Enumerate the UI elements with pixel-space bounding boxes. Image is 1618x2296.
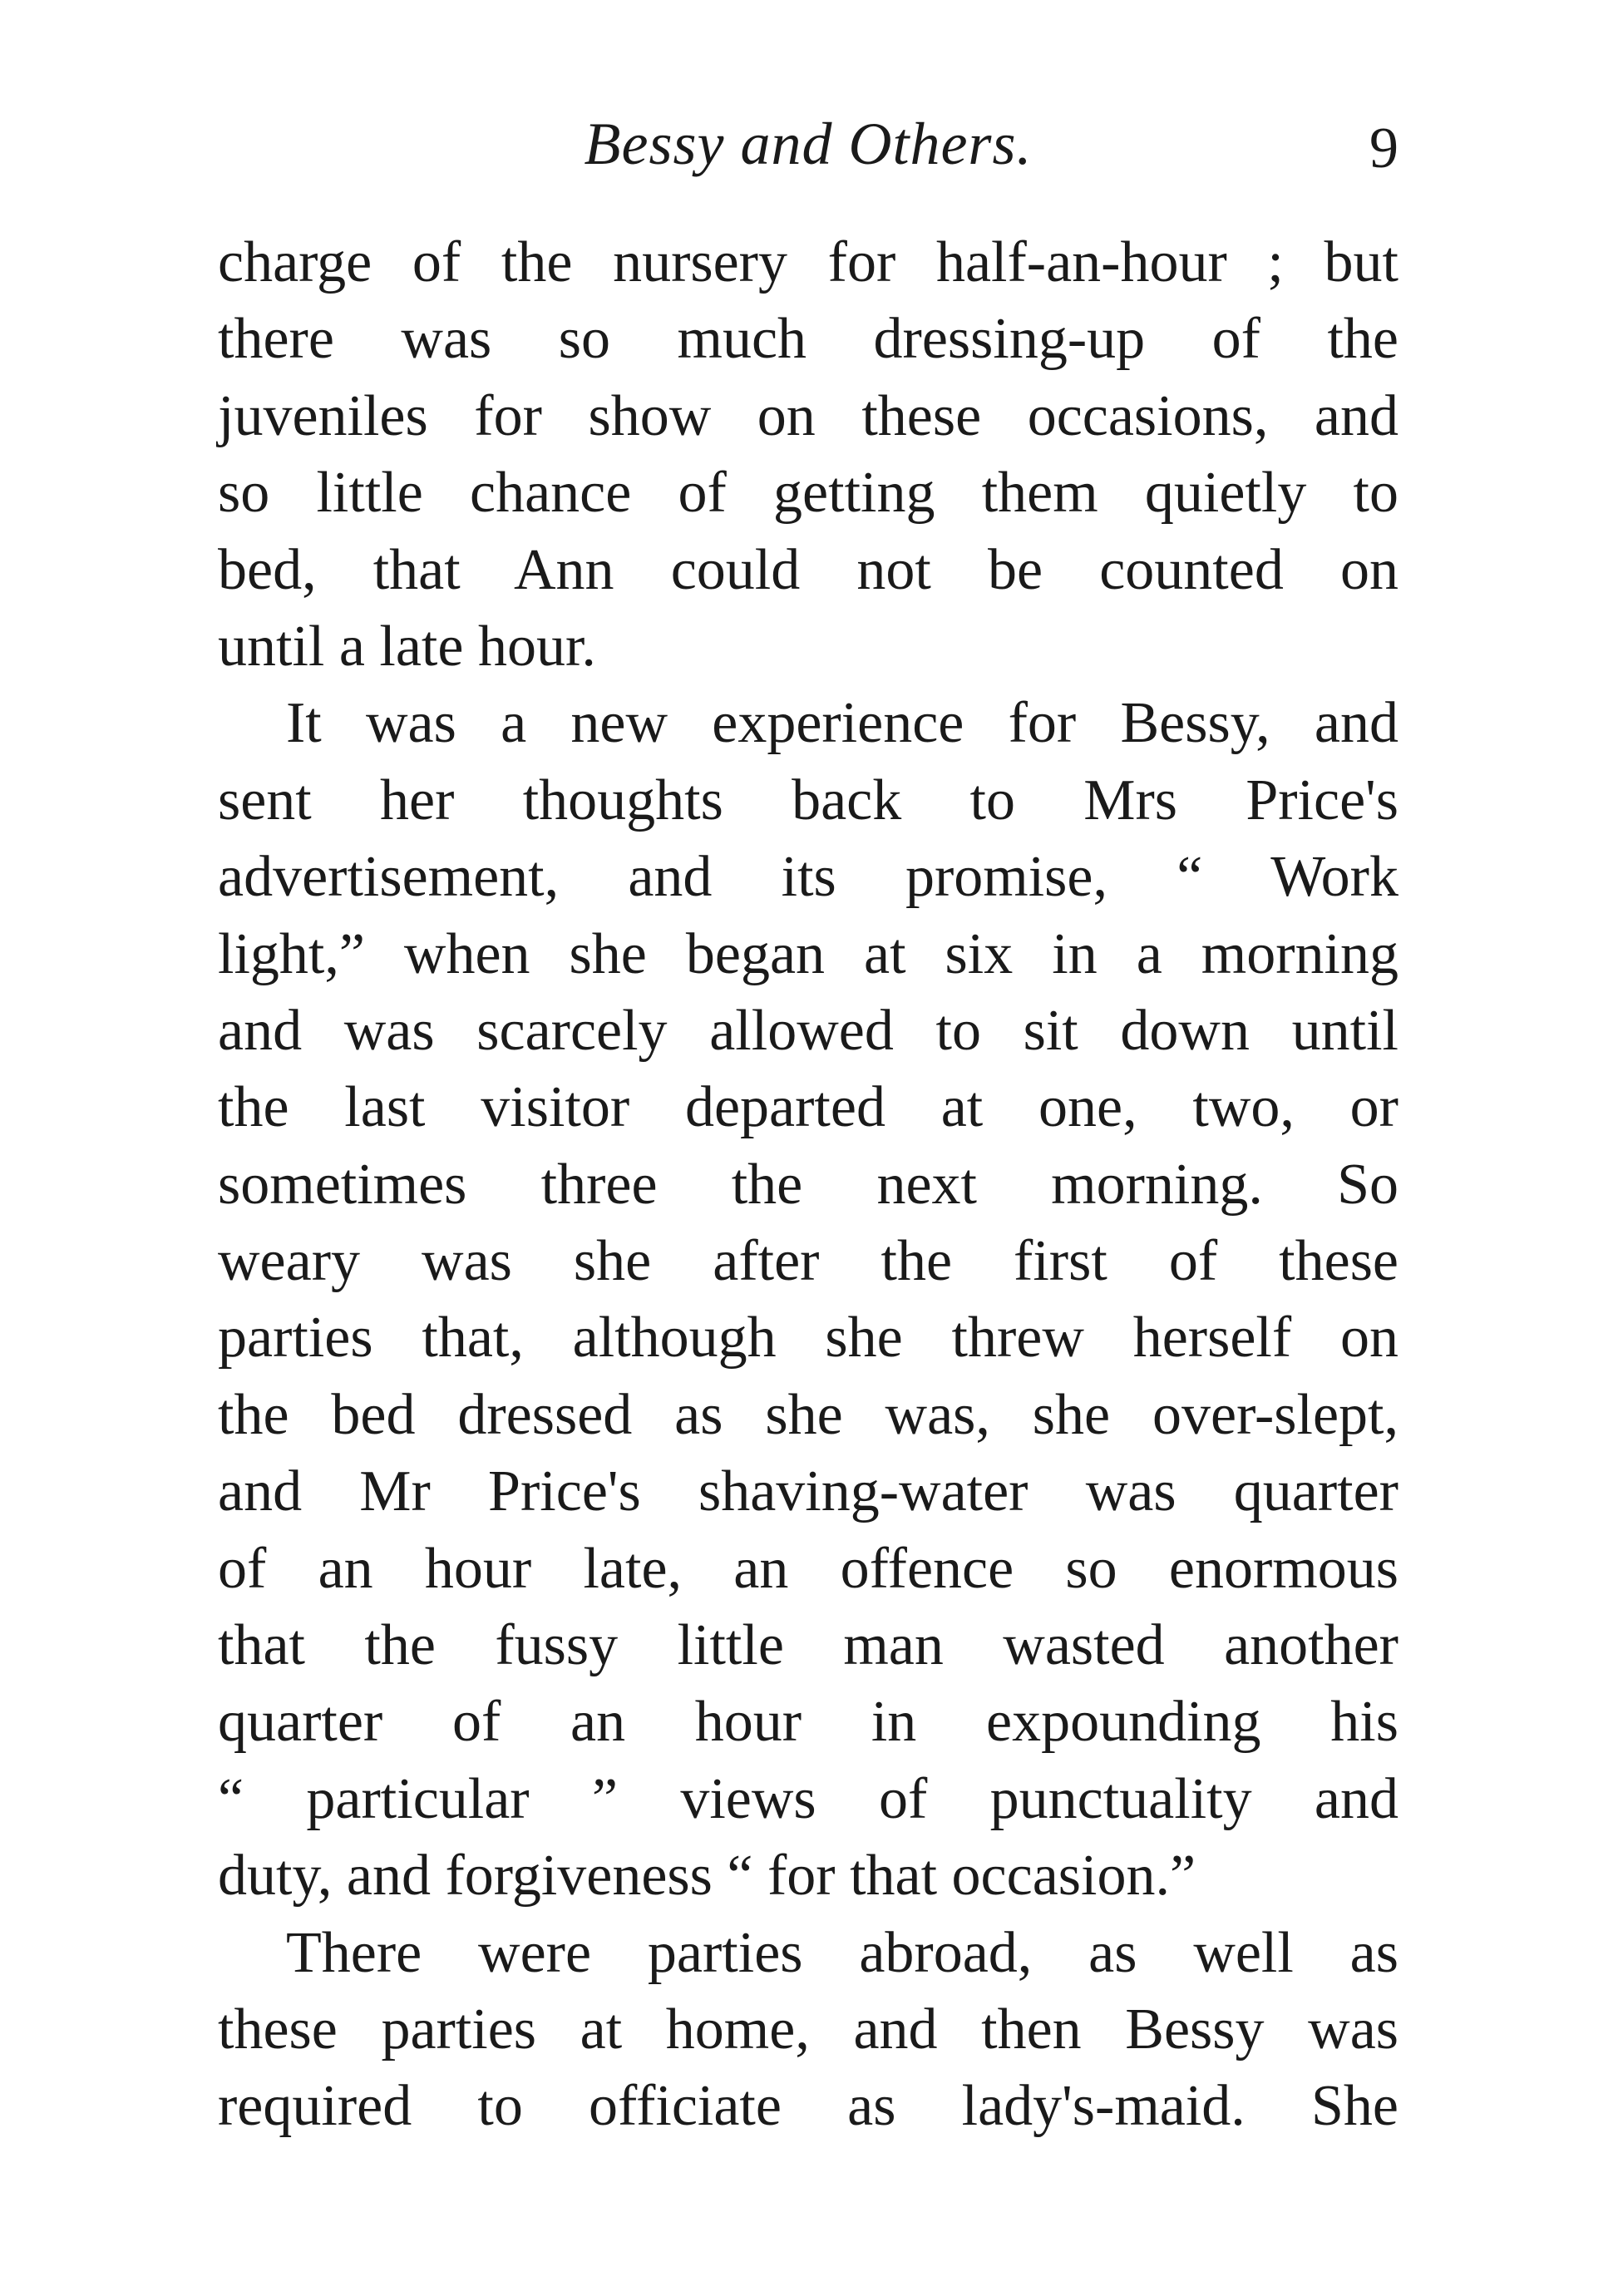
text-line: duty, and forgiveness “ for that occasion.” (218, 1844, 1196, 1908)
text-line: advertisement, and its promise, “ Work (218, 845, 1398, 910)
text-line: It was a new experience for Bessy, and (286, 691, 1398, 756)
text-line: the bed dressed as she was, she over-slept, (218, 1382, 1398, 1447)
text-line: charge of the nursery for half-an-hour ; but (218, 230, 1398, 294)
text-line: quarter of an hour in expounding his (218, 1690, 1398, 1755)
text-line: and was scarcely allowed to sit down until (218, 998, 1398, 1063)
text-line: light,” when she began at six in a morning (218, 921, 1398, 986)
text-line: “ particular ” views of punctuality and (218, 1766, 1398, 1831)
running-title: Bessy and Others. (584, 111, 1033, 177)
text-line: that the fussy little man wasted another (218, 1613, 1398, 1678)
text-line: the last visitor departed at one, two, or (218, 1075, 1398, 1140)
text-line: weary was she after the first of these (218, 1229, 1398, 1294)
text-line: required to officiate as lady's-maid. She (218, 2074, 1398, 2139)
body-text (218, 225, 1398, 2145)
text-line: until a late hour. (218, 614, 596, 679)
text-line: so little chance of getting them quietly to (218, 461, 1398, 526)
text-line: of an hour late, an offence so enormous (218, 1536, 1398, 1601)
text-line: and Mr Price's shaving-water was quarter (218, 1459, 1398, 1524)
page-number: 9 (1369, 116, 1398, 180)
running-head (218, 106, 1398, 181)
text-line: sent her thoughts back to Mrs Price's (218, 768, 1398, 832)
text-line: juveniles for show on these occasions, and (218, 383, 1398, 448)
text-line: There were parties abroad, as well as (286, 1920, 1398, 1985)
text-line: there was so much dressing-up of the (218, 307, 1398, 372)
text-line: parties that, although she threw herself on (218, 1306, 1398, 1370)
text-line: bed, that Ann could not be counted on (218, 537, 1398, 602)
text-line: sometimes three the next morning. So (218, 1152, 1398, 1217)
text-line: these parties at home, and then Bessy was (218, 1997, 1398, 2061)
